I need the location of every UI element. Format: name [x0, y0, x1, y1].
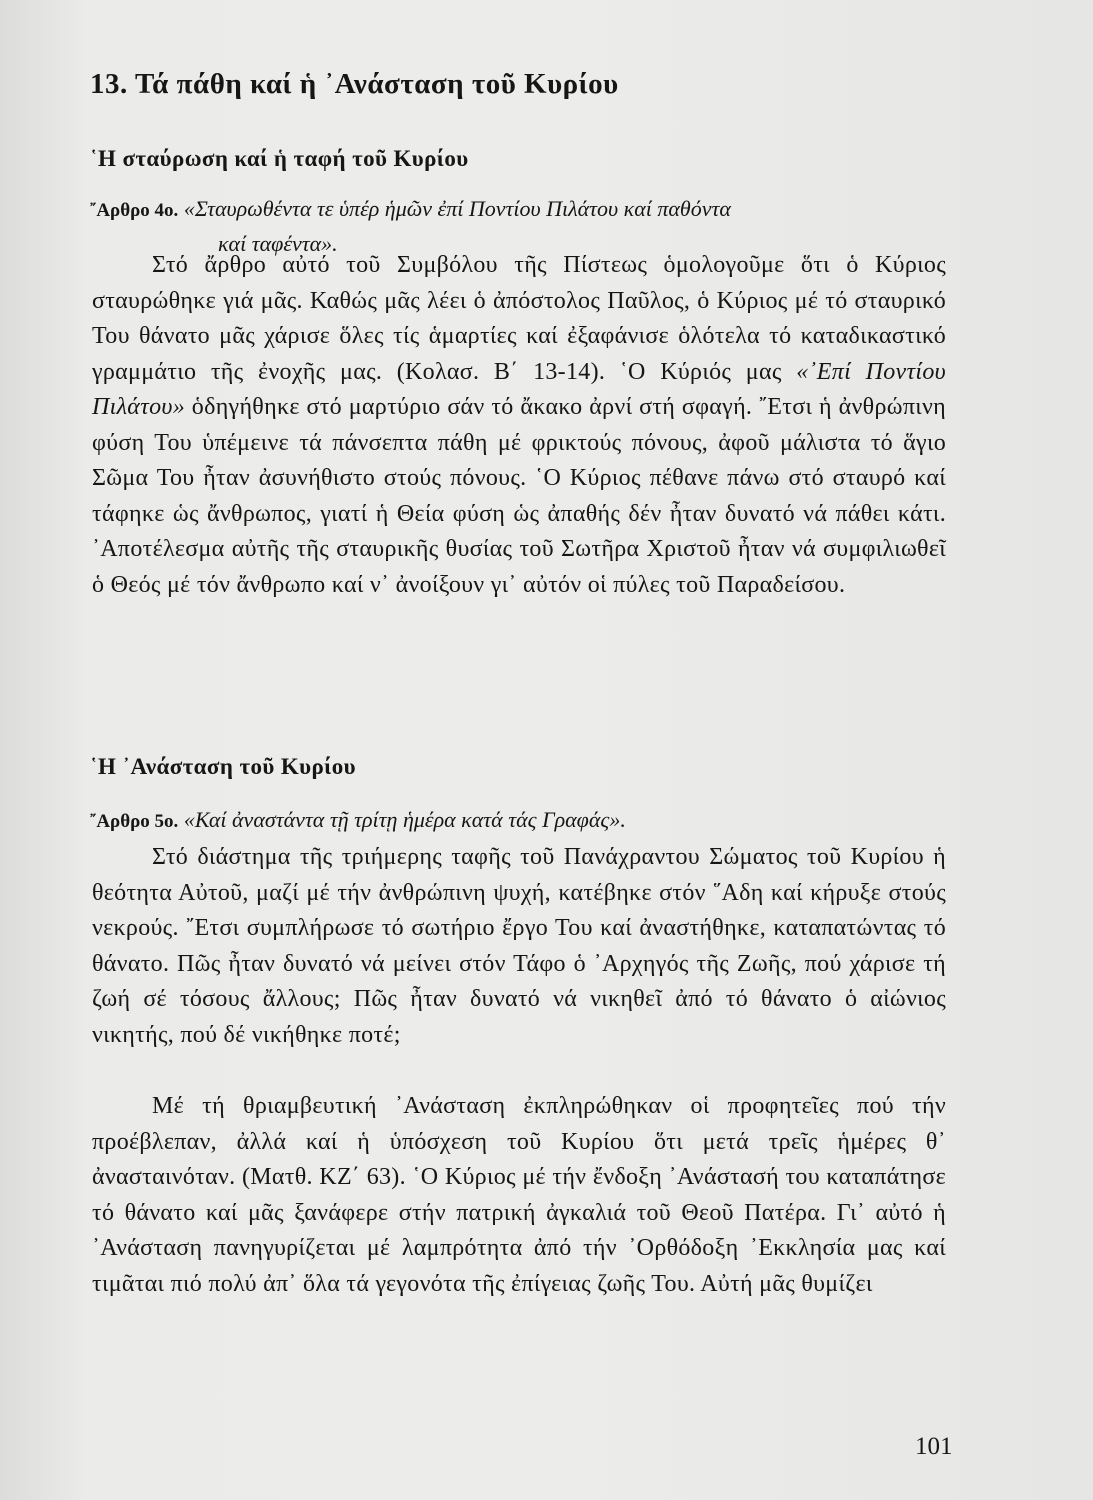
- paragraph-crucifixion-part1: Στό ἄρθρο αὐτό τοῦ Συμβόλου τῆς Πίστεως ὁμολογοῦμε ὅτι ὁ Κύριος σταυρώθηκε γιά μᾶς. Καθώς μᾶς λέει ὁ ἀπόστολος Παῦλος, ὁ Κύριος μέ τό σταυρικό Του θάνατο μᾶς χάρισε ὅλες τίς ἁμαρτίες καί ἐξαφάνισε ὁλότελα τό καταδικαστικό γραμμάτιο τῆς ἐνοχῆς μας. (Κολασ. Β΄ 13-14). ῾Ο Κύριός μας: [92, 252, 946, 385]
- article-5-label: ῎Αρθρο 5ο.: [90, 811, 179, 832]
- article-5: [90, 803, 970, 838]
- paragraph-resurrection-1: Στό διάστημα τῆς τριήμερης ταφῆς τοῦ Πανάχραντου Σώματος τοῦ Κυρίου ἡ θεότητα Αὐτοῦ, μαζί μέ τήν ἀνθρώπινη ψυχή, κατέβηκε στόν ῞Αδη καί κήρυξε στούς νεκρούς. ῎Ετσι συμπλήρωσε τό σωτήριο ἔργο Του καί ἀναστήθηκε, καταπατώντας τό θάνατο. Πῶς ἦταν δυνατό νά μείνει στόν Τάφο ὁ ᾿Αρχηγός τῆς Ζωῆς, πού χάρισε τή ζωή σέ τόσους ἄλλους; Πῶς ἦταν δυνατό νά νικηθεῖ ἀπό τό θάνατο ὁ αἰώνιος νικητής, πού δέ νικήθηκε ποτέ;: [92, 844, 946, 1048]
- article-4-label: ῎Αρθρο 4ο.: [90, 200, 179, 221]
- article-4-quote-continued: καί ταφέντα».: [218, 231, 338, 256]
- page-number: 101: [915, 1433, 953, 1460]
- article-5-quote: «Καί ἀναστάντα τῇ τρίτῃ ἡμέρα κατά τάς Γραφάς».: [183, 807, 626, 832]
- chapter-title: 13. Τά πάθη καί ἡ ᾿Ανάσταση τοῦ Κυρίου: [90, 68, 619, 100]
- paragraph-crucifixion-italic: «᾿Επί Ποντίου Πιλάτου»: [92, 358, 946, 420]
- article-4-quote: «Σταυρωθέντα τε ὑπέρ ἡμῶν ἐπί Ποντίου Πιλάτου καί παθόντα: [183, 196, 731, 221]
- paragraph-crucifixion: [92, 248, 946, 603]
- paragraph-crucifixion-part2: ὁδηγήθηκε στό μαρτύριο σάν τό ἄκακο ἀρνί στή σφαγή. ῎Ετσι ἡ ἀνθρώπινη φύση Του ὑπέμεινε τά πάνσεπτα πάθη μέ φρικτούς πόνους, ἀφοῦ μάλιστα τό ἅγιο Σῶμα Του ἦταν ἀσυνήθιστο στούς πόνους. ῾Ο Κύριος πέθανε πάνω στό σταυρό καί τάφηκε ὡς ἄνθρωπος, γιατί ἡ Θεία φύση ὡς ἀπαθής δέν ἦταν δυνατό νά πάθει κάτι. ᾿Αποτέλεσμα αὐτῆς τῆς σταυρικῆς θυσίας τοῦ Σωτῆρα Χριστοῦ ἦταν νά συμφιλιωθεῖ ὁ Θεός μέ τόν ἄνθρωπο καί ν᾿ ἀνοίξουν γι᾿ αὐτόν οἱ πύλες τοῦ Παραδείσου.: [92, 394, 946, 598]
- paragraph-resurrection-2: Μέ τή θριαμβευτική ᾿Ανάσταση ἐκπληρώθηκαν οἱ προφητεῖες πού τήν προέβλεπαν, ἀλλά καί ἡ ὑπόσχεση τοῦ Κυρίου ὅτι μετά τρεῖς ἡμέρες θ᾿ ἀνασταινόταν. (Ματθ. ΚΖ΄ 63). ῾Ο Κύριος μέ τήν ἔνδοξη ᾿Ανάστασή του καταπάτησε τό θάνατο καί μᾶς ξανάφερε στήν πατρική ἀγκαλιά τοῦ Θεοῦ Πατέρα. Γι᾿ αὐτό ἡ ᾿Ανάσταση πανηγυρίζεται μέ λαμπρότητα ἀπό τήν ᾿Ορθόδοξη ᾿Εκκλησία μας καί τιμᾶται πιό πολύ ἀπ᾿ ὅλα τά γεγονότα τῆς ἐπίγειας ζωῆς Του. Αὐτή μᾶς θυμίζει: [92, 1093, 946, 1297]
- section-heading-resurrection: ῾Η ᾿Ανάσταση τοῦ Κυρίου: [90, 754, 356, 779]
- section-heading-crucifixion: ῾Η σταύρωση καί ἡ ταφή τοῦ Κυρίου: [90, 146, 469, 171]
